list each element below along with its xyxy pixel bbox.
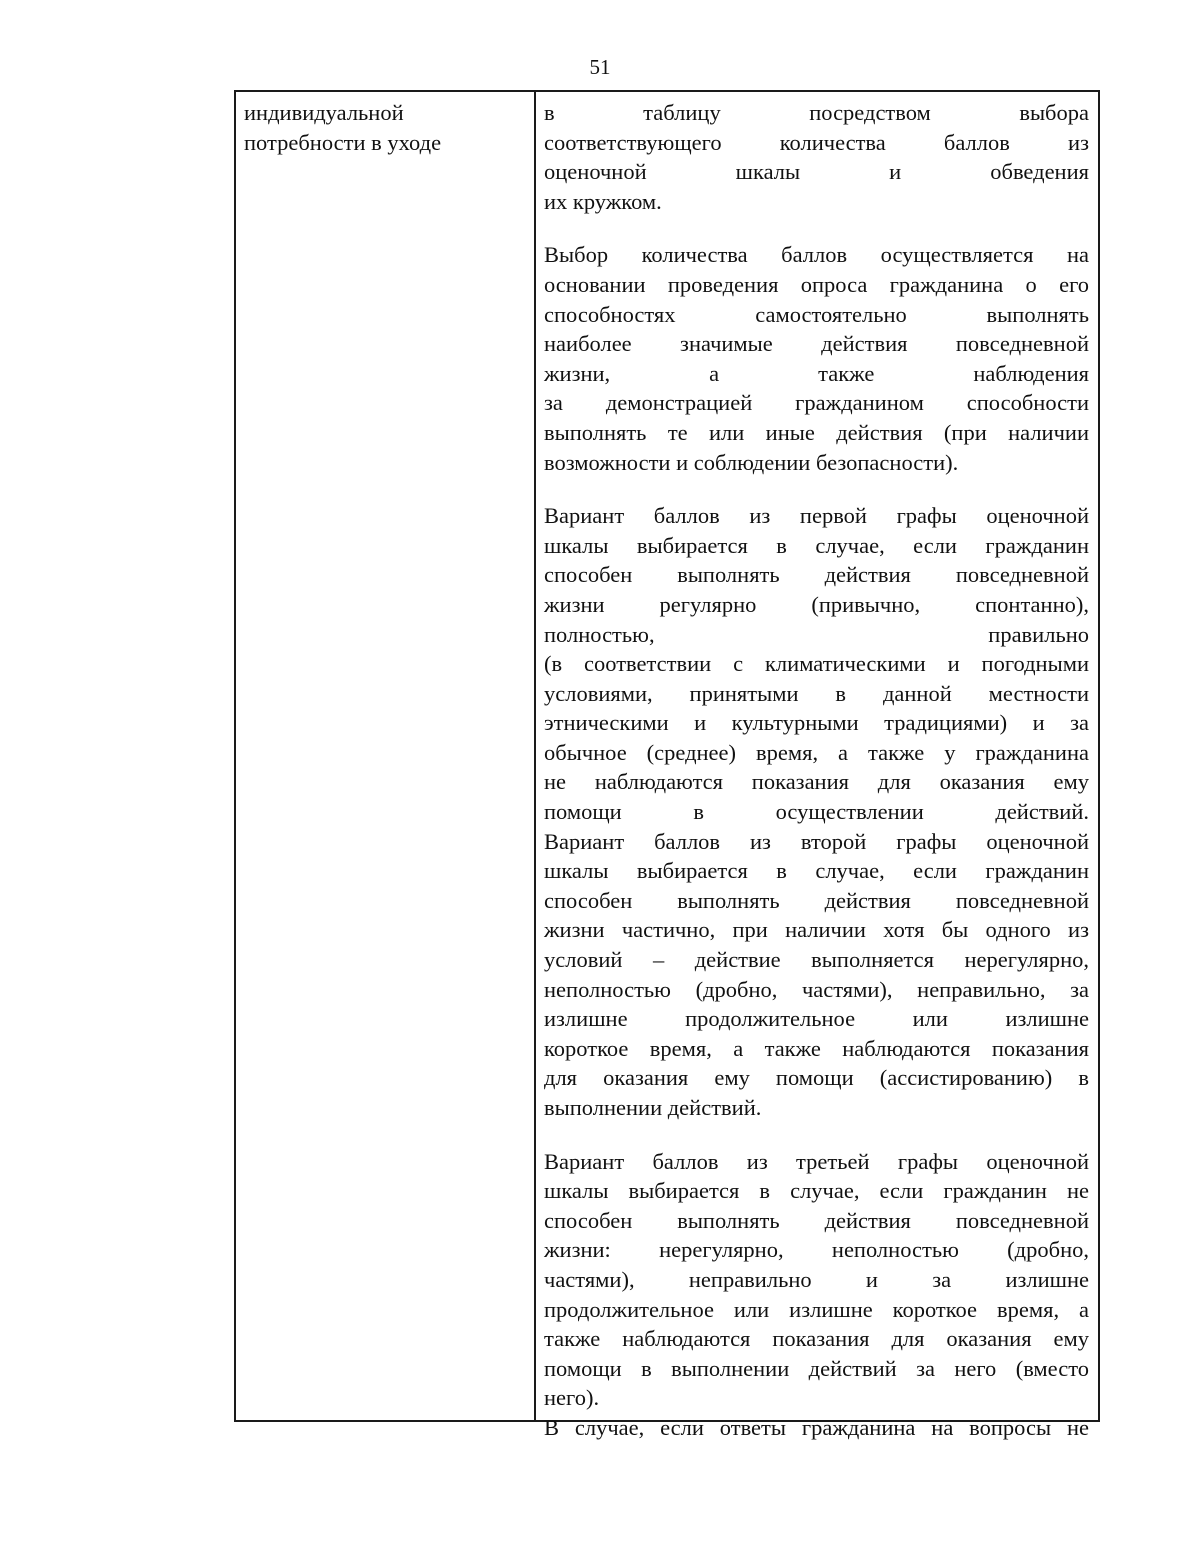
text-line: (в соответствии с климатическими и погодными <box>544 651 1089 677</box>
text-line: полностью, правильно <box>544 621 1089 647</box>
text-line: помощи в осуществлении действий. <box>544 799 1089 825</box>
text-line: короткое время, а также наблюдаются показания <box>544 1035 1089 1061</box>
text-line: неполностью (дробно, частями), неправильно, за <box>544 976 1089 1002</box>
text-line: продолжительное или излишне короткое время, а <box>544 1296 1089 1322</box>
text-line: способен выполнять действия повседневной <box>544 887 1089 913</box>
text-line: соответствующего количества баллов из <box>544 129 1089 155</box>
text-line: в таблицу посредством выбора <box>544 100 1089 125</box>
text-line: за демонстрацией гражданином способности <box>544 390 1089 416</box>
text-line: помощи в выполнении действий за него (вместо <box>544 1355 1089 1381</box>
text-line: возможности и соблюдении безопасности). <box>544 449 959 475</box>
text-line: шкалы выбирается в случае, если гражданин не <box>544 1178 1089 1204</box>
text-line: для оказания ему помощи (ассистированию) в <box>544 1065 1089 1091</box>
text-line: В случае, если ответы гражданина на вопросы не <box>544 1414 1089 1440</box>
paragraph-4 <box>544 1147 1089 1443</box>
text-line: Вариант баллов из третьей графы оценочной <box>544 1148 1089 1174</box>
text-line: шкалы выбирается в случае, если гражданин <box>544 858 1089 884</box>
text-line: способен выполнять действия повседневной <box>544 562 1089 588</box>
page-number: 51 <box>589 55 611 79</box>
paragraph-2 <box>544 240 1089 477</box>
text-line: Вариант баллов из первой графы оценочной <box>544 503 1089 529</box>
paragraph-3 <box>544 501 1089 1122</box>
text-line: способностях самостоятельно выполнять <box>544 301 1089 327</box>
text-line: способен выполнять действия повседневной <box>544 1207 1089 1233</box>
text-line: наиболее значимые действия повседневной <box>544 331 1089 357</box>
text-line: условиями, принятыми в данной местности <box>544 680 1089 706</box>
table-cell-criterion <box>236 92 536 1420</box>
text-line: Вариант баллов из второй графы оценочной <box>544 828 1089 854</box>
text-line: условий – действие выполняется нерегулярно, <box>544 947 1089 973</box>
text-line: выполнять те или иные действия (при наличии <box>544 419 1089 445</box>
text-line: основании проведения опроса гражданина о его <box>544 271 1089 297</box>
text-line: не наблюдаются показания для оказания ему <box>544 769 1089 795</box>
text-line: оценочной шкалы и обведения <box>544 159 1089 185</box>
text-line: жизни, а также наблюдения <box>544 360 1089 386</box>
text-line: излишне продолжительное или излишне <box>544 1006 1089 1032</box>
text-line: потребности в уходе <box>244 130 442 155</box>
text-line: Выбор количества баллов осуществляется на <box>544 242 1089 268</box>
criterion-text <box>244 98 526 158</box>
table-cell-description <box>536 92 1098 1440</box>
text-line: частями), неправильно и за излишне <box>544 1266 1089 1292</box>
text-line: их кружком. <box>544 188 662 214</box>
paragraph-1 <box>544 98 1089 216</box>
text-line: выполнении действий. <box>544 1095 762 1120</box>
text-line: также наблюдаются показания для оказания ему <box>544 1326 1089 1352</box>
text-line: этническими и культурными традициями) и за <box>544 710 1089 736</box>
text-line: жизни частично, при наличии хотя бы одного из <box>544 917 1089 943</box>
text-line: обычное (среднее) время, а также у гражданина <box>544 739 1089 765</box>
document-table <box>234 90 1100 1440</box>
text-line: жизни: нерегулярно, неполностью (дробно, <box>544 1237 1089 1263</box>
text-line: шкалы выбирается в случае, если гражданин <box>544 532 1089 558</box>
text-line: жизни регулярно (привычно, спонтанно), <box>544 591 1089 617</box>
text-line: него). <box>544 1385 600 1411</box>
text-line: индивидуальной <box>244 100 404 125</box>
